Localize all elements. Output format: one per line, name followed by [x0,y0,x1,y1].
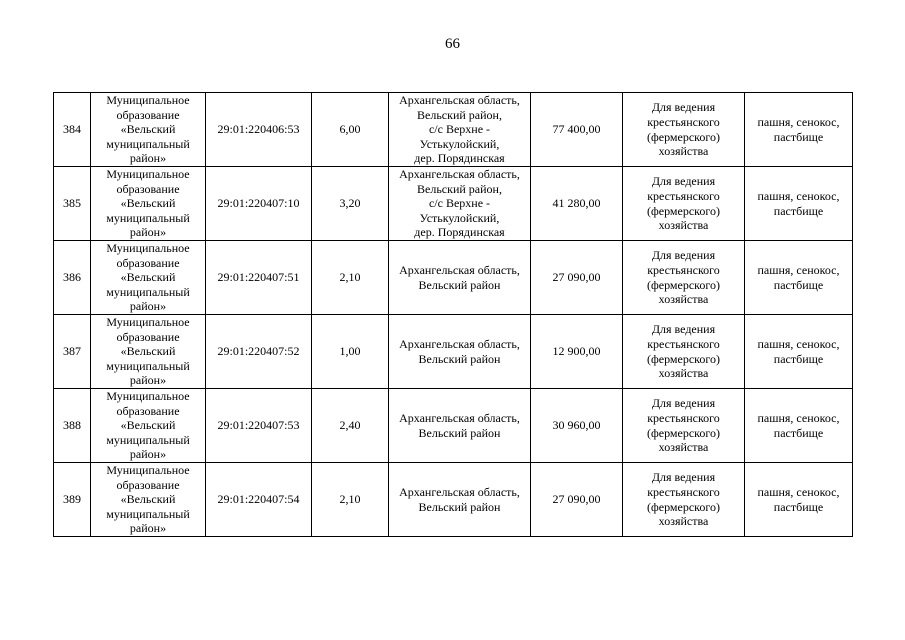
cell-number: 386 [54,241,91,315]
cell-area: 3,20 [312,167,389,241]
table-row [54,463,853,537]
cell-owner: Муниципальное образование «Вельский муниципальный район» [91,463,206,537]
table-row [54,167,853,241]
cell-number: 385 [54,167,91,241]
cell-address: Архангельская область, Вельский район [389,463,531,537]
cell-purpose: Для ведения крестьянского (фермерского) хозяйства [623,241,745,315]
cell-land-type: пашня, сенокос, пастбище [745,241,853,315]
cell-purpose: Для ведения крестьянского (фермерского) хозяйства [623,167,745,241]
cell-cadastral-number: 29:01:220407:52 [206,315,312,389]
cell-land-type: пашня, сенокос, пастбище [745,93,853,167]
cell-area: 2,10 [312,241,389,315]
cell-owner: Муниципальное образование «Вельский муниципальный район» [91,241,206,315]
cell-number: 387 [54,315,91,389]
cell-land-type: пашня, сенокос, пастбище [745,315,853,389]
cell-price: 27 090,00 [531,241,623,315]
cell-area: 6,00 [312,93,389,167]
cell-purpose: Для ведения крестьянского (фермерского) хозяйства [623,389,745,463]
cell-cadastral-number: 29:01:220407:54 [206,463,312,537]
land-plots-table [53,92,853,537]
cell-purpose: Для ведения крестьянского (фермерского) хозяйства [623,315,745,389]
cell-cadastral-number: 29:01:220407:53 [206,389,312,463]
table-row [54,315,853,389]
cell-owner: Муниципальное образование «Вельский муниципальный район» [91,389,206,463]
cell-cadastral-number: 29:01:220406:53 [206,93,312,167]
table-row [54,93,853,167]
cell-land-type: пашня, сенокос, пастбище [745,389,853,463]
cell-address: Архангельская область, Вельский район, с/с Верхне - Устькулойский, дер. Порядинская [389,93,531,167]
cell-owner: Муниципальное образование «Вельский муниципальный район» [91,93,206,167]
table-row [54,389,853,463]
cell-land-type: пашня, сенокос, пастбище [745,463,853,537]
cell-address: Архангельская область, Вельский район [389,389,531,463]
cell-address: Архангельская область, Вельский район, с/с Верхне - Устькулойский, дер. Порядинская [389,167,531,241]
cell-price: 27 090,00 [531,463,623,537]
page-number: 66 [445,36,460,52]
cell-number: 389 [54,463,91,537]
cell-number: 388 [54,389,91,463]
cell-purpose: Для ведения крестьянского (фермерского) хозяйства [623,93,745,167]
cell-price: 12 900,00 [531,315,623,389]
cell-price: 41 280,00 [531,167,623,241]
cell-owner: Муниципальное образование «Вельский муниципальный район» [91,167,206,241]
table-row [54,241,853,315]
cell-purpose: Для ведения крестьянского (фермерского) хозяйства [623,463,745,537]
cell-price: 77 400,00 [531,93,623,167]
cell-area: 2,10 [312,463,389,537]
cell-address: Архангельская область, Вельский район [389,315,531,389]
cell-number: 384 [54,93,91,167]
cell-cadastral-number: 29:01:220407:51 [206,241,312,315]
cell-area: 1,00 [312,315,389,389]
cell-owner: Муниципальное образование «Вельский муниципальный район» [91,315,206,389]
cell-address: Архангельская область, Вельский район [389,241,531,315]
cell-land-type: пашня, сенокос, пастбище [745,167,853,241]
cell-area: 2,40 [312,389,389,463]
cell-cadastral-number: 29:01:220407:10 [206,167,312,241]
cell-price: 30 960,00 [531,389,623,463]
